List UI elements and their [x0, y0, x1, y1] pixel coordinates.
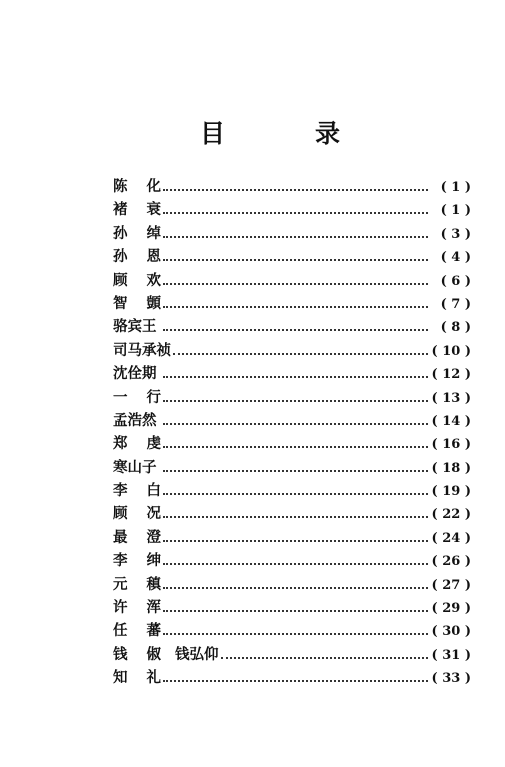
- toc-entry-name: [113, 573, 161, 596]
- toc-entry-name-part: 孟浩然: [113, 411, 157, 429]
- toc-entry[interactable]: [113, 502, 471, 525]
- toc-entry-name: [113, 596, 161, 619]
- toc-entry[interactable]: [113, 643, 471, 666]
- dot-leader: [163, 305, 428, 308]
- toc-entry-alt-name: 钱弘仰: [175, 645, 219, 663]
- toc-entry-page-number: ( 30 ): [431, 624, 471, 640]
- toc-entry-name-part: 最: [113, 528, 128, 546]
- toc-entry-name-part: 澄: [146, 528, 161, 546]
- dot-leader: [163, 258, 428, 261]
- toc-entry[interactable]: [113, 573, 471, 596]
- toc-entry-name-part: 绅: [146, 552, 161, 570]
- dot-leader: [163, 679, 428, 682]
- toc-entry[interactable]: [113, 362, 471, 385]
- dot-leader: [163, 235, 428, 238]
- dot-leader: [163, 562, 428, 565]
- toc-entry-page-number: ( 18 ): [431, 460, 471, 476]
- dot-leader: [221, 656, 429, 659]
- toc-entry-page-number: ( 13 ): [431, 390, 471, 406]
- dot-leader: [163, 609, 428, 612]
- toc-entry-name: [113, 292, 161, 315]
- dot-leader: [163, 399, 428, 402]
- toc-entry-name-part: 知: [113, 669, 128, 687]
- toc-entry-name-part: 寒山子: [113, 458, 157, 476]
- toc-entry-name: [113, 175, 161, 198]
- toc-entry-name-part: 恩: [146, 248, 161, 266]
- toc-entry[interactable]: [113, 596, 471, 619]
- toc-entry-page-number: ( 27 ): [431, 577, 471, 593]
- toc-entry[interactable]: [113, 619, 471, 642]
- toc-entry[interactable]: [113, 269, 471, 292]
- toc-entry-name-part: 钱: [113, 645, 128, 663]
- toc-entry[interactable]: [113, 456, 471, 479]
- toc-entry-name: [113, 549, 161, 572]
- dot-leader: [163, 188, 428, 191]
- dot-leader: [163, 539, 428, 542]
- dot-leader: [163, 492, 428, 495]
- toc-entry-name-part: 李: [113, 482, 128, 500]
- dot-leader: [163, 211, 428, 214]
- dot-leader: [173, 352, 428, 355]
- dot-leader: [163, 375, 428, 378]
- toc-entry-name-part: 许: [113, 599, 128, 617]
- toc-entry-name-part: 行: [146, 388, 161, 406]
- toc-entry-name-part: 俶: [146, 645, 161, 663]
- toc-entry-name-part: 蕃: [146, 622, 161, 640]
- toc-entry-name-part: 孙: [113, 224, 128, 242]
- toc-entry-name: [113, 666, 161, 689]
- toc-entry[interactable]: [113, 549, 471, 572]
- toc-entry-page-number: ( 6 ): [440, 273, 471, 289]
- toc-entry-name-part: 智: [113, 294, 128, 312]
- toc-entry-name-part: 化: [146, 178, 161, 195]
- dot-leader: [163, 445, 428, 448]
- toc-entry[interactable]: [113, 386, 471, 409]
- toc-entry-page-number: ( 14 ): [431, 413, 471, 429]
- toc-entry-name: [113, 432, 161, 455]
- dot-leader: [163, 515, 428, 518]
- dot-leader: [163, 328, 428, 331]
- toc-entry[interactable]: [113, 526, 471, 549]
- toc-entry-name-part: 稹: [146, 575, 161, 593]
- toc-entry[interactable]: [113, 409, 471, 432]
- toc-entry-name: [113, 198, 161, 221]
- toc-entry-name-part: 欢: [146, 271, 161, 289]
- toc-entry-name-part: 顗: [146, 294, 161, 312]
- toc-entry-name: [113, 409, 161, 432]
- toc-entry-page-number: ( 22 ): [431, 507, 471, 523]
- toc-entry-page-number: ( 16 ): [431, 437, 471, 453]
- table-of-contents: [113, 175, 471, 690]
- toc-entry[interactable]: [113, 479, 471, 502]
- page-title: [200, 117, 340, 151]
- toc-entry-page-number: ( 10 ): [431, 343, 471, 359]
- toc-entry-name-part: 顾: [113, 271, 128, 289]
- toc-entry-name-part: 陈: [113, 178, 128, 195]
- toc-entry-name-part: 郑: [113, 435, 128, 453]
- toc-entry[interactable]: [113, 666, 471, 689]
- dot-leader: [163, 422, 428, 425]
- toc-entry-name-part: 白: [146, 482, 161, 500]
- dot-leader: [163, 586, 428, 589]
- toc-entry[interactable]: [113, 339, 471, 362]
- toc-entry-name-part: 顾: [113, 505, 128, 523]
- toc-entry-page-number: ( 31 ): [431, 647, 471, 663]
- title-char-2: 录: [314, 119, 340, 148]
- toc-entry-page-number: ( 24 ): [431, 530, 471, 546]
- toc-entry-name: [113, 245, 161, 268]
- toc-entry[interactable]: [113, 198, 471, 221]
- toc-entry[interactable]: [113, 175, 471, 198]
- toc-entry-page-number: ( 29 ): [431, 601, 471, 617]
- dot-leader: [163, 282, 428, 285]
- toc-entry-page-number: ( 26 ): [431, 554, 471, 570]
- toc-entry-name: [113, 643, 161, 666]
- toc-entry-page-number: ( 7 ): [440, 296, 471, 312]
- toc-entry[interactable]: [113, 432, 471, 455]
- toc-entry-name: [113, 269, 161, 292]
- toc-entry-name-part: 虔: [146, 435, 161, 453]
- toc-entry-name-part: 骆宾王: [113, 318, 157, 336]
- toc-entry-page-number: ( 19 ): [431, 484, 471, 500]
- toc-entry-name-part: 元: [113, 575, 128, 593]
- toc-entry-name: [113, 619, 161, 642]
- toc-entry-name-part: 司马承祯: [113, 341, 171, 359]
- toc-entry-page-number: ( 1 ): [440, 203, 471, 219]
- toc-entry-name-part: 况: [146, 505, 161, 523]
- toc-entry-page-number: ( 3 ): [440, 226, 471, 242]
- toc-entry-page-number: ( 33 ): [431, 671, 471, 687]
- dot-leader: [163, 469, 428, 472]
- toc-entry-name: [113, 386, 161, 409]
- toc-entry-name-part: 浑: [146, 599, 161, 617]
- toc-entry-name: [113, 502, 161, 525]
- dot-leader: [163, 632, 428, 635]
- toc-entry-name: [113, 339, 171, 362]
- toc-entry[interactable]: [113, 315, 471, 338]
- toc-entry-page-number: ( 8 ): [440, 320, 471, 336]
- toc-entry-page-number: ( 12 ): [431, 367, 471, 383]
- toc-entry-name-part: 孙: [113, 248, 128, 266]
- toc-entry-name: [113, 315, 161, 338]
- toc-entry-name-part: 一: [113, 388, 128, 406]
- toc-entry-page-number: ( 4 ): [440, 250, 471, 266]
- toc-entry-name-part: 衰: [146, 201, 161, 219]
- toc-entry-name-part: 褚: [113, 201, 128, 219]
- toc-entry[interactable]: [113, 222, 471, 245]
- toc-entry-name: [113, 479, 161, 502]
- toc-entry-name-part: 沈佺期: [113, 365, 157, 383]
- toc-entry-name: [113, 222, 161, 245]
- toc-entry-name: [113, 362, 161, 385]
- toc-entry-name: [113, 456, 161, 479]
- toc-entry-name-part: 任: [113, 622, 128, 640]
- toc-entry-name-part: 礼: [146, 669, 161, 687]
- title-char-1: 目: [200, 119, 226, 148]
- toc-entry-name-part: 绰: [146, 224, 161, 242]
- toc-entry[interactable]: [113, 292, 471, 315]
- toc-entry-name: [113, 526, 161, 549]
- toc-entry-name-part: 李: [113, 552, 128, 570]
- toc-entry-page-number: ( 1 ): [440, 180, 471, 195]
- toc-entry[interactable]: [113, 245, 471, 268]
